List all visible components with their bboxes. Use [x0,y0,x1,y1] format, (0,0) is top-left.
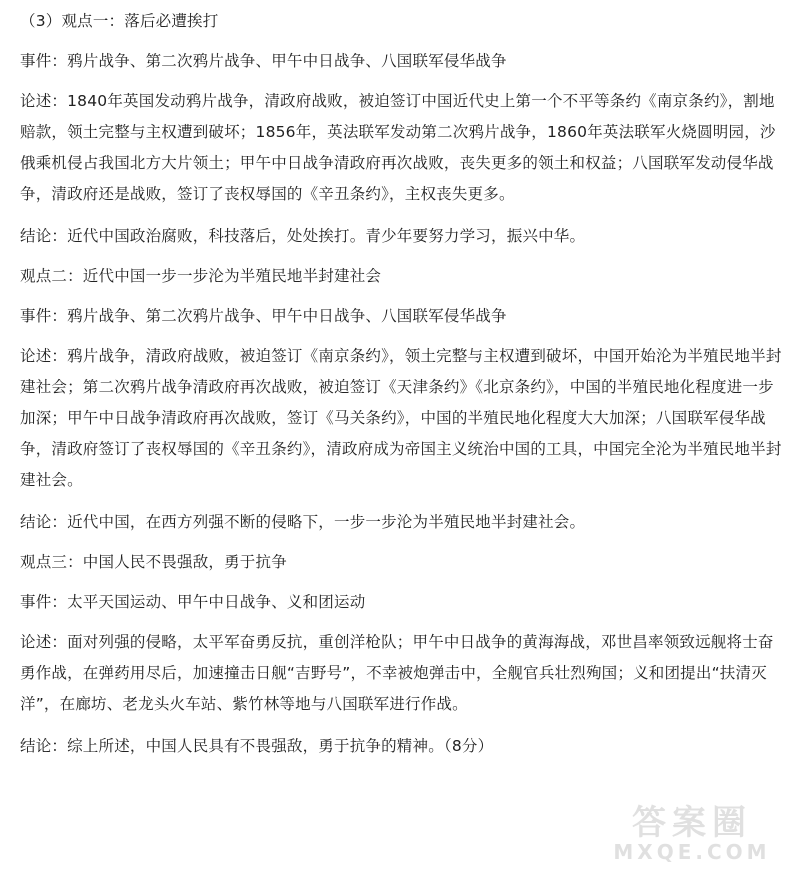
heading-viewpoint-3: 观点三：中国人民不畏强敌，勇于抗争 [20,553,287,571]
watermark-logo-text: 答案圈 [632,803,752,843]
conclusion-3: 结论：综上所述，中国人民具有不畏强敌，勇于抗争的精神。（8分） [20,737,494,755]
watermark-domain: MXQE.COM [613,840,771,864]
site-watermark [592,795,792,865]
conclusion-2: 结论：近代中国，在西方列强不断的侵略下，一步一步沦为半殖民地半封建社会。 [20,513,586,531]
conclusion-1: 结论：近代中国政治腐败，科技落后，处处挨打。青少年要努力学习，振兴中华。 [20,227,586,245]
argument-3: 论述：面对列强的侵略，太平军奋勇反抗，重创洋枪队；甲午中日战争的黄海海战，邓世昌率领致远舰将士奋勇作战，在弹药用尽后，加速撞击日舰“吉野号”，不幸被炮弹击中，全舰官兵壮烈殉国；义和团提出“扶清灭洋”，在廊坊、老龙头火车站、紫竹林等地与八国联军进行作战。 [20,633,774,713]
events-2: 事件：鸦片战争、第二次鸦片战争、甲午中日战争、八国联军侵华战争 [20,307,507,325]
events-3: 事件：太平天国运动、甲午中日战争、义和团运动 [20,593,366,611]
heading-viewpoint-1: （3）观点一：落后必遭挨打 [20,12,219,30]
argument-2: 论述：鸦片战争，清政府战败，被迫签订《南京条约》，领土完整与主权遭到破坏，中国开始沦为半殖民地半封建社会；第二次鸦片战争清政府再次战败，被迫签订《天津条约》《北京条约》，中国的半殖民地化程度进一步加深；甲午中日战争清政府再次战败，签订《马关条约》，中国的半殖民地化程度大大加深；八国联军侵华战争，清政府签订了丧权辱国的《辛丑条约》，清政府成为帝国主义统治中国的工具，中国完全沦为半殖民地半封建社会。 [20,347,782,489]
events-1: 事件：鸦片战争、第二次鸦片战争、甲午中日战争、八国联军侵华战争 [20,52,507,70]
argument-1: 论述：1840年英国发动鸦片战争，清政府战败，被迫签订中国近代史上第一个不平等条约《南京条约》，割地赔款，领土完整与主权遭到破坏；1856年，英法联军发动第二次鸦片战争，1860年英法联军火烧圆明园，沙俄乘机侵占我国北方大片领土；甲午中日战争清政府再次战败，丧失更多的领土和权益；八国联军发动侵华战争，清政府还是战败，签订了丧权辱国的《辛丑条约》，主权丧失更多。 [20,92,776,203]
heading-viewpoint-2: 观点二：近代中国一步一步沦为半殖民地半封建社会 [20,267,382,285]
